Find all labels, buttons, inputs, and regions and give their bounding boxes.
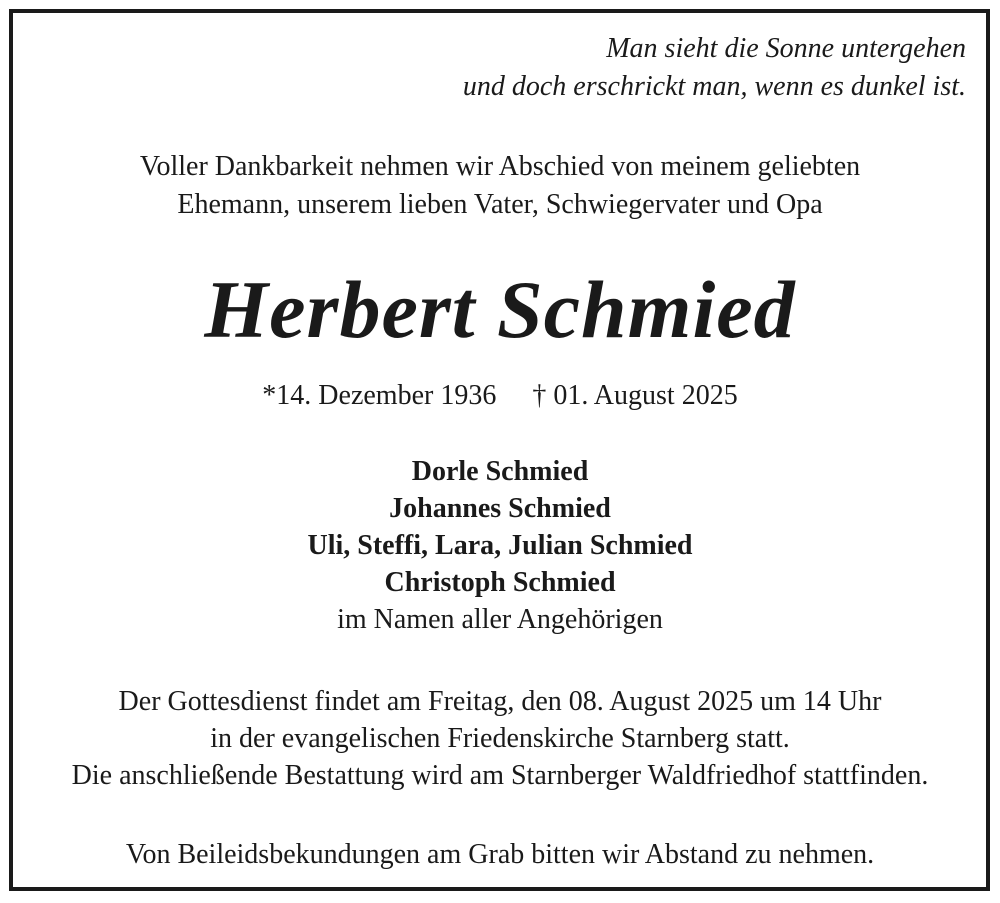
quote-line: und doch erschrickt man, wenn es dunkel ist. bbox=[462, 71, 966, 102]
closing-note: Von Beileidsbekundungen am Grab bitten wir Abstand zu nehmen. bbox=[125, 839, 875, 870]
mourners-list bbox=[0, 453, 1000, 638]
intro-text bbox=[0, 148, 1000, 224]
service-line: in der evangelischen Friedenskirche Starnberg statt. bbox=[210, 723, 790, 754]
mourner-name: Christoph Schmied bbox=[384, 567, 616, 598]
mourner-name: Uli, Steffi, Lara, Julian Schmied bbox=[307, 530, 693, 561]
quote-line: Man sieht die Sonne untergehen bbox=[606, 33, 966, 64]
intro-line: Ehemann, unserem lieben Vater, Schwiegervater und Opa bbox=[177, 189, 823, 220]
intro-line: Voller Dankbarkeit nehmen wir Abschied von meinem geliebten bbox=[139, 151, 861, 182]
life-dates bbox=[0, 377, 1000, 415]
mourner-name: Johannes Schmied bbox=[389, 493, 611, 524]
birth-date: *14. Dezember 1936 bbox=[262, 380, 497, 411]
deceased-name: Herbert Schmied bbox=[204, 264, 796, 355]
service-line: Der Gottesdienst findet am Freitag, den 08. August 2025 um 14 Uhr bbox=[118, 686, 882, 717]
service-info bbox=[0, 683, 1000, 794]
death-date: † 01. August 2025 bbox=[532, 380, 738, 411]
mourner-name: Dorle Schmied bbox=[411, 456, 589, 487]
epigraph-quote bbox=[463, 30, 966, 106]
mourners-note: im Namen aller Angehörigen bbox=[337, 604, 663, 635]
service-line: Die anschließende Bestattung wird am Starnberger Waldfriedhof stattfinden. bbox=[71, 760, 929, 791]
